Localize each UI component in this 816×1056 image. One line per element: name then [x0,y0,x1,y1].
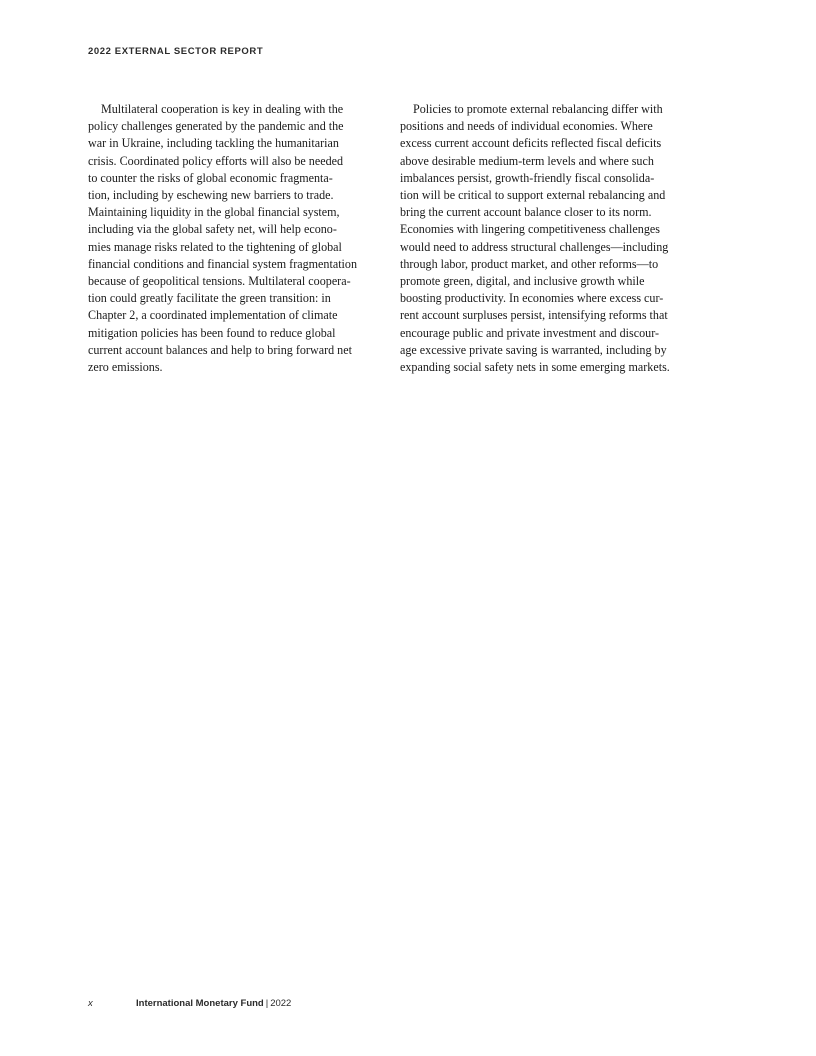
running-header: 2022 EXTERNAL SECTOR REPORT [88,46,264,57]
text-line: through labor, product market, and other reforms—to [400,256,659,271]
text-line: tion could greatly facilitate the green transition: in [88,291,331,306]
text-line: to counter the risks of global economic fragmenta- [88,170,333,185]
right-column [400,101,688,376]
text-line: would need to address structural challenges—including [400,239,669,254]
text-line: because of geopolitical tensions. Multilateral coopera- [88,274,351,289]
text-line: zero emissions. [88,360,163,375]
paragraph-multilateral-cooperation [88,101,376,376]
left-column [88,101,376,376]
text-line: encourage public and private investment and discour- [400,325,660,340]
text-line: mitigation policies has been found to reduce global [88,325,336,340]
text-line: rent account surpluses persist, intensifying reforms that [400,308,668,323]
text-line: current account balances and help to bring forward net [88,342,352,357]
text-line: promote green, digital, and inclusive growth while [400,274,645,289]
text-line: tion will be critical to support external rebalancing and [400,188,666,203]
text-line: mies manage risks related to the tightening of global [88,239,342,254]
text-line: Chapter 2, a coordinated implementation of climate [88,308,338,323]
text-line: boosting productivity. In economies where excess cur- [400,291,664,306]
text-line: excess current account deficits reflected fiscal deficits [400,136,662,151]
text-line: war in Ukraine, including tackling the humanitarian [88,136,339,151]
text-line: imbalances persist, growth-friendly fiscal consolida- [400,170,655,185]
text-line: crisis. Coordinated policy efforts will also be needed [88,153,344,168]
text-line: including via the global safety net, will help econo- [88,222,337,237]
text-line: Policies to promote external rebalancing differ with [413,102,663,116]
text-line: Maintaining liquidity in the global financial system, [88,205,340,220]
text-line: tion, including by eschewing new barriers to trade. [88,188,334,203]
text-line: policy challenges generated by the pandemic and the [88,119,344,134]
text-line: expanding social safety nets in some emerging markets. [400,360,670,375]
page-number: x [88,998,93,1009]
paragraph-external-rebalancing [400,101,688,376]
text-line: Economies with lingering competitiveness challenges [400,222,660,237]
text-line: bring the current account balance closer to its norm. [400,205,652,220]
text-line: age excessive private saving is warranted, including by [400,342,667,357]
publisher-name: International Monetary Fund [136,998,264,1009]
text-line: positions and needs of individual economies. Where [400,119,653,134]
footer-separator: | [265,998,269,1009]
page-footer [88,998,291,1009]
text-line: above desirable medium-term levels and where such [400,153,654,168]
text-line: Multilateral cooperation is key in dealing with the [101,102,344,116]
publication-year: 2022 [270,998,292,1009]
text-line: financial conditions and financial system fragmentation [88,256,358,271]
body-columns [88,101,688,376]
